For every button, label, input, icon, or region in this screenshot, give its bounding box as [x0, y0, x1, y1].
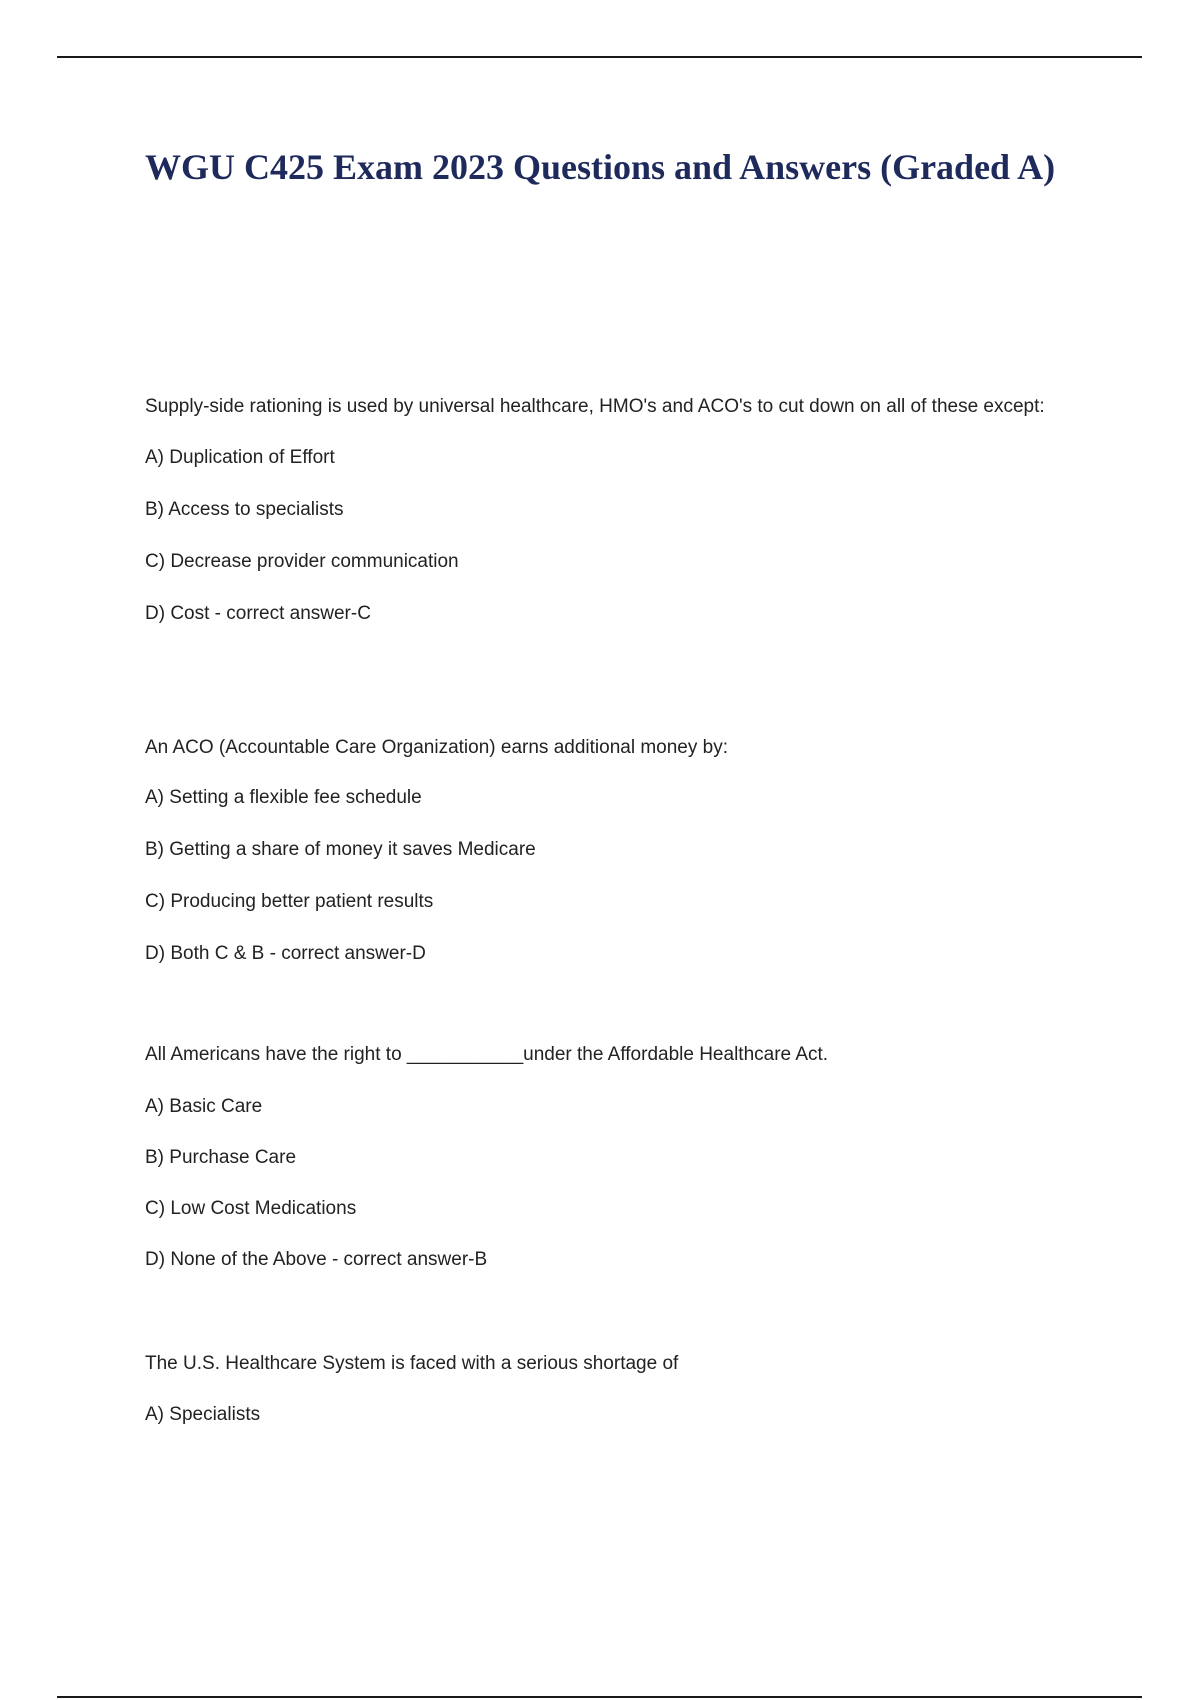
- answer-option: B) Purchase Care: [145, 1147, 297, 1168]
- question-block: [145, 1039, 1045, 1276]
- top-divider: [57, 56, 1142, 58]
- answer-option: C) Decrease provider communication: [145, 551, 459, 572]
- question-text: The U.S. Healthcare System is faced with a serious shortage of: [145, 1353, 679, 1374]
- document-title: WGU C425 Exam 2023 Questions and Answers (Graded A): [145, 147, 1056, 187]
- answer-option-with-key: D) Cost - correct answer-C: [145, 603, 371, 624]
- answer-option: C) Producing better patient results: [145, 891, 434, 912]
- answer-option: A) Basic Care: [145, 1096, 263, 1117]
- answer-option: A) Specialists: [145, 1404, 261, 1425]
- answer-option: A) Setting a flexible fee schedule: [145, 787, 422, 808]
- answer-option: C) Low Cost Medications: [145, 1198, 357, 1219]
- bottom-divider: [57, 1696, 1142, 1698]
- question-text: All Americans have the right to ___________under the Affordable Healthcare Act.: [145, 1044, 829, 1065]
- question-block: [145, 732, 1045, 970]
- answer-option: B) Access to specialists: [145, 499, 344, 520]
- question-block: [145, 391, 1045, 630]
- question-text: An ACO (Accountable Care Organization) earns additional money by:: [145, 737, 728, 758]
- answer-option-with-key: D) Both C & B - correct answer-D: [145, 943, 426, 964]
- question-text: Supply-side rationing is used by universal healthcare, HMO's and ACO's to cut down on all of these except:: [145, 396, 1045, 417]
- question-block: [145, 1348, 1045, 1431]
- answer-option: B) Getting a share of money it saves Medicare: [145, 839, 536, 860]
- answer-option-with-key: D) None of the Above - correct answer-B: [145, 1249, 488, 1270]
- answer-option: A) Duplication of Effort: [145, 447, 335, 468]
